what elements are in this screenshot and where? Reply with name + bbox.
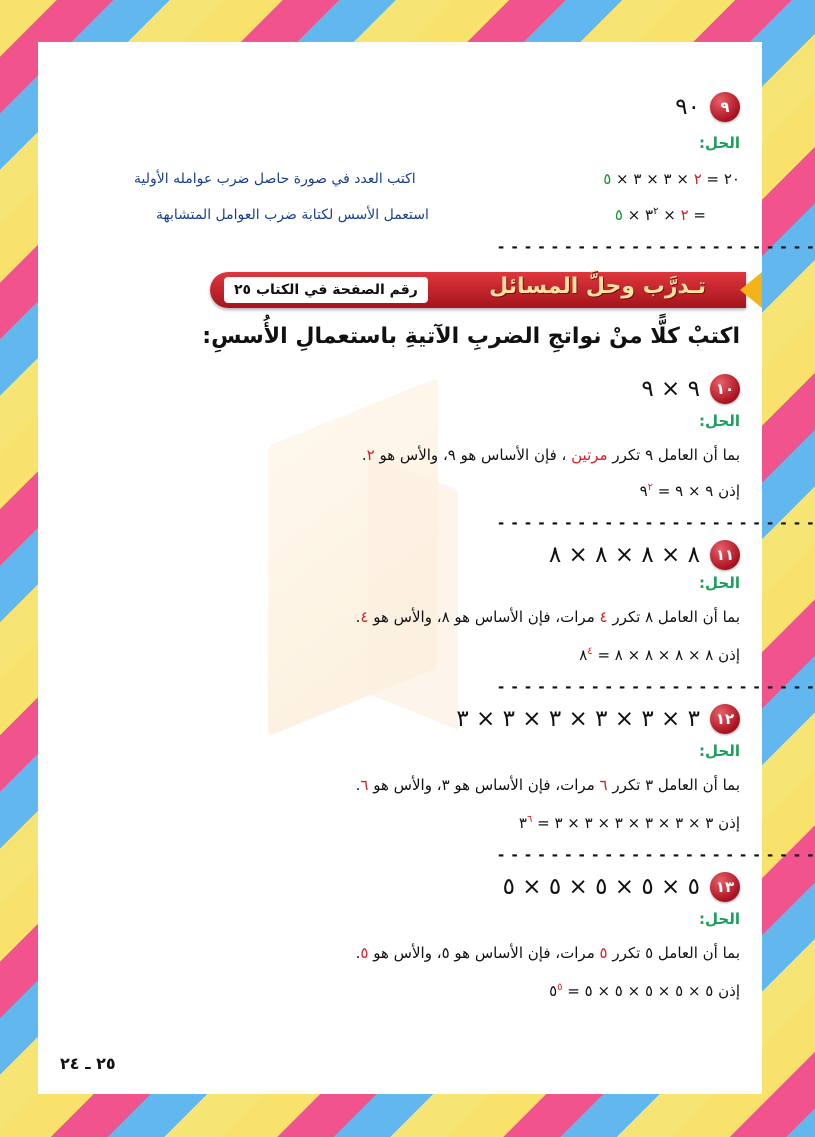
question-expression: ٨ × ٨ × ٨ × ٨ — [548, 542, 700, 568]
question-9 — [675, 92, 740, 122]
banner-arrow-icon — [740, 272, 762, 308]
banner-title: تـدرَّب وحلَّ المسائل — [489, 274, 706, 299]
text-part: بما أن العامل ٨ تكرر — [607, 608, 740, 626]
text-part: . — [355, 944, 361, 962]
eq-red: ٢ — [693, 170, 702, 188]
result-text: إذن ٣ × ٣ × ٣ × ٣ × ٣ × ٣ = ٣ — [518, 814, 740, 832]
solution-result — [640, 482, 740, 500]
question-number-badge: ١٠ — [710, 374, 740, 404]
text-part: مرات، فإن الأساس هو ٨، والأس هو — [368, 608, 600, 626]
solution-label: الحل: — [699, 574, 740, 592]
solution-label: الحل: — [699, 134, 740, 152]
question-10 — [641, 374, 740, 404]
text-red: ٢ — [366, 446, 375, 464]
eq-part: × — [622, 206, 646, 224]
question-number-badge: ١٢ — [710, 704, 740, 734]
solution-label: الحل: — [699, 910, 740, 928]
solution-label: الحل: — [699, 412, 740, 430]
solution-text — [356, 776, 740, 794]
solution-result — [549, 982, 740, 1000]
text-red: ٦ — [360, 776, 369, 794]
eq-red: ٢ — [680, 206, 689, 224]
text-part: . — [361, 446, 367, 464]
exponent-line — [615, 206, 706, 224]
result-text: إذن ٨ × ٨ × ٨ × ٨ = ٨ — [579, 646, 740, 664]
text-part: . — [355, 776, 361, 794]
text-red: ٥ — [599, 944, 608, 962]
eq-exponent: ٢ — [653, 206, 659, 217]
text-red: ٤ — [360, 608, 369, 626]
question-expression: ٩ × ٩ — [641, 376, 700, 402]
question-13 — [503, 872, 740, 902]
question-expression: ٩٠ — [675, 94, 700, 120]
solution-text — [362, 446, 740, 464]
question-expression: ٣ × ٣ × ٣ × ٣ × ٣ × ٣ — [456, 706, 700, 732]
separator: - - - - - - - - - - - - - - - - - - - - - - - - — [498, 678, 815, 696]
page-number: ٢٥ ـ ٢٤ — [60, 1054, 116, 1073]
text-red: ٥ — [360, 944, 369, 962]
eq-green: ٥ — [614, 206, 623, 224]
text-red: ٤ — [599, 608, 608, 626]
result-text: إذن ٩ × ٩ = ٩ — [639, 482, 740, 500]
book-page-label: رقم الصفحة في الكتاب ٢٥ — [224, 277, 428, 303]
question-number-badge: ١٣ — [710, 872, 740, 902]
instruction-heading: اكتبْ كلًّا منْ نواتجِ الضربِ الآتيةِ باستعمالِ الأُسسِ: — [202, 324, 740, 349]
text-part: مرات، فإن الأساس هو ٥، والأس هو — [368, 944, 600, 962]
question-11 — [549, 540, 740, 570]
watermark-logo-part — [368, 454, 458, 730]
practice-banner — [210, 272, 746, 308]
text-part: بما أن العامل ٥ تكرر — [607, 944, 740, 962]
text-part: مرات، فإن الأساس هو ٣، والأس هو — [368, 776, 600, 794]
separator: - - - - - - - - - - - - - - - - - - - - - - - - — [498, 238, 815, 256]
result-exponent: ٤ — [587, 646, 593, 657]
result-exponent: ٥ — [557, 982, 563, 993]
text-part: . — [355, 608, 361, 626]
question-number-badge: ١١ — [710, 540, 740, 570]
hint-note: استعمل الأسس لكتابة ضرب العوامل المتشابهة — [156, 207, 429, 223]
question-expression: ٥ × ٥ × ٥ × ٥ × ٥ — [502, 874, 700, 900]
text-part: ، فإن الأساس هو ٩، والأس هو — [374, 446, 572, 464]
text-red: مرتين — [571, 446, 608, 464]
solution-label: الحل: — [699, 742, 740, 760]
page — [38, 42, 815, 1094]
solution-text — [356, 608, 740, 626]
eq-part: = — [688, 206, 706, 224]
result-exponent: ٦ — [526, 814, 533, 825]
result-exponent: ٢ — [647, 482, 654, 493]
question-number-badge: ٩ — [710, 92, 740, 122]
result-text: إذن ٥ × ٥ × ٥ × ٥ × ٥ = ٥ — [549, 982, 740, 1000]
separator: - - - - - - - - - - - - - - - - - - - - - - - - — [498, 846, 815, 864]
text-part: بما أن العامل ٣ تكرر — [607, 776, 740, 794]
eq-part: × ٣ × ٣ × — [611, 170, 694, 188]
factorization-line — [603, 170, 740, 188]
question-12 — [456, 704, 740, 734]
solution-text — [356, 944, 740, 962]
separator: - - - - - - - - - - - - - - - - - - - - - - - - — [498, 514, 815, 532]
eq-part: × ٣ — [645, 206, 681, 224]
solution-result — [519, 814, 740, 832]
solution-result — [579, 646, 740, 664]
text-part: بما أن العامل ٩ تكرر — [607, 446, 740, 464]
eq-part: ٢٠ = — [701, 170, 740, 188]
eq-green: ٥ — [603, 170, 612, 188]
hint-note: اكتب العدد في صورة حاصل ضرب عوامله الأولية — [134, 171, 416, 187]
text-red: ٦ — [599, 776, 608, 794]
